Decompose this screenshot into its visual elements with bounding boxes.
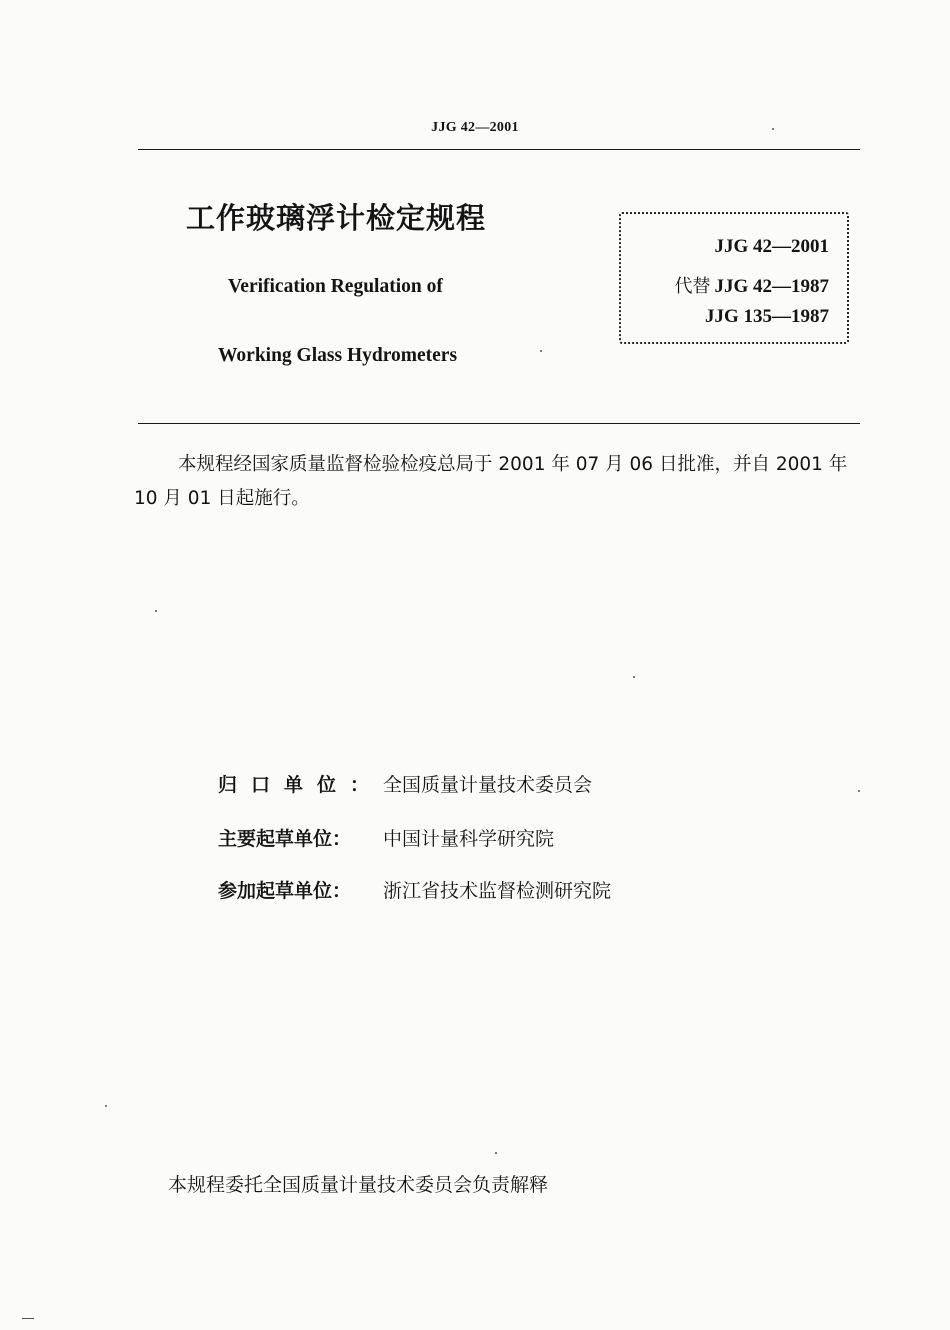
footer-note: 本规程委托全国质量计量技术委员会负责解释 xyxy=(168,1174,549,1196)
middle-rule xyxy=(138,423,860,424)
org-label: 参加起草单位： xyxy=(218,880,352,902)
scan-speck xyxy=(633,676,635,678)
org-row-participating-drafter xyxy=(218,876,611,903)
scan-speck xyxy=(858,790,860,792)
scan-speck xyxy=(495,1152,497,1154)
org-label: 主要起草单位： xyxy=(218,828,352,850)
code-box xyxy=(619,212,849,344)
title-english-line1: Verification Regulation of xyxy=(228,276,443,297)
title-english-line2: Working Glass Hydrometers xyxy=(218,345,458,366)
scan-speck xyxy=(155,610,157,612)
approval-text: 本规程经国家质量监督检验检疫总局于 2001 年 07 月 06 日批准，并自 2001 年 10 月 01 日起施行。 xyxy=(134,454,848,509)
top-rule xyxy=(138,149,860,150)
org-row-main-drafter xyxy=(218,824,554,851)
scan-speck xyxy=(540,350,542,352)
replaces-label: 代替 xyxy=(674,276,711,297)
code-replaces-1 xyxy=(674,272,829,298)
org-value: 浙江省技术监督检测研究院 xyxy=(383,880,612,902)
org-value: 中国计量科学研究院 xyxy=(383,828,555,850)
code-replaces-2: JJG 135—1987 xyxy=(704,306,829,327)
scan-speck xyxy=(772,128,774,130)
scan-speck xyxy=(105,1105,107,1107)
header-code: JJG 42—2001 xyxy=(431,120,519,135)
org-row-responsible xyxy=(218,770,592,797)
title-chinese: 工作玻璃浮计检定规程 xyxy=(186,201,487,235)
scan-speck xyxy=(22,1318,34,1319)
replaces-code-1: JJG 42—1987 xyxy=(714,276,829,297)
org-value: 全国质量计量技术委员会 xyxy=(383,774,593,796)
code-current: JJG 42—2001 xyxy=(714,236,829,257)
org-label: 归口单位： xyxy=(218,774,384,796)
